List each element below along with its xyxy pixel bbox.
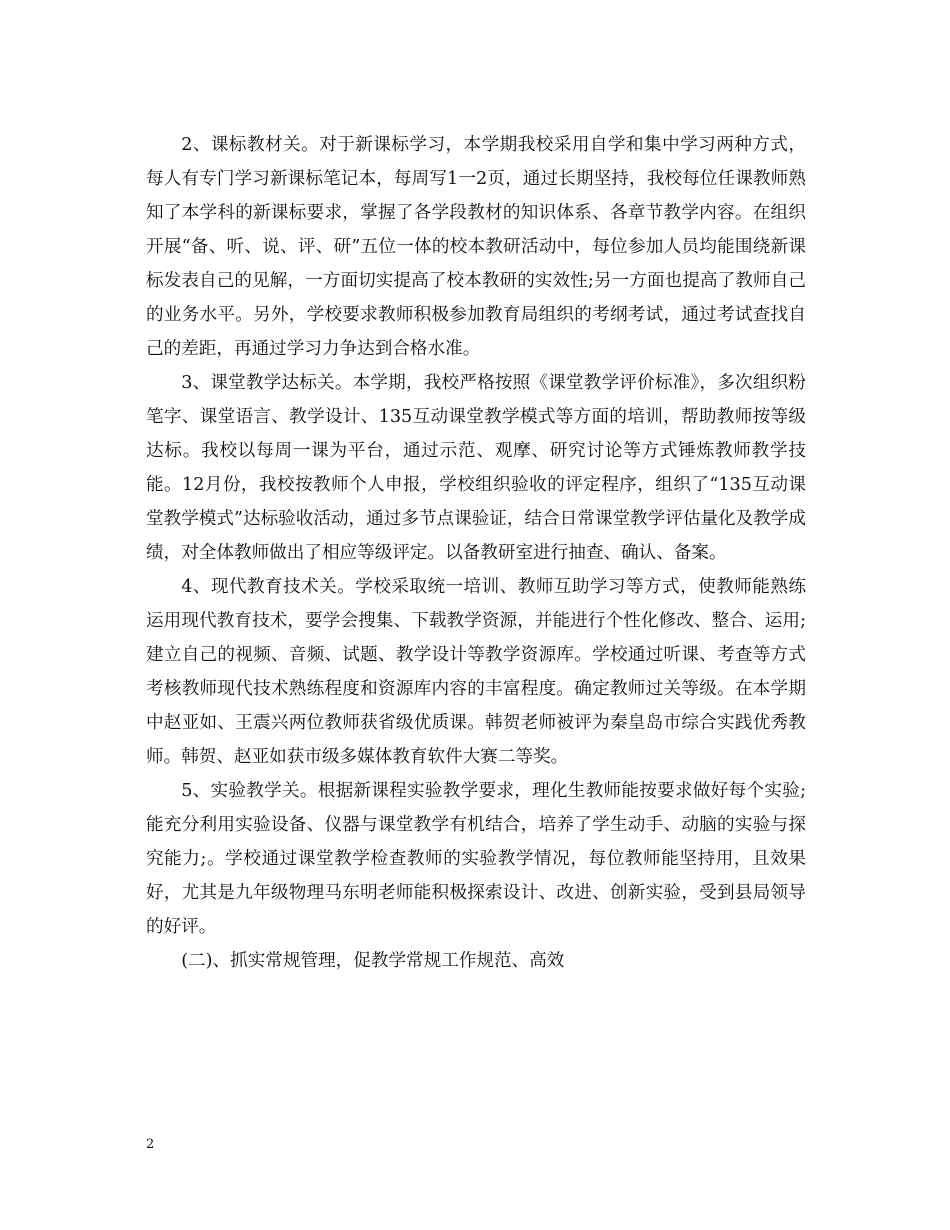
section-heading-routine-management: (二)、抓实常规管理，促教学常规工作规范、高效	[181, 951, 565, 971]
paragraph-modern-education-technology: 4、现代教育技术关。学校采取统一培训、教师互助学习等方式，使教师能熟练运用现代教育技术，要学会搜集、下载教学资源，并能进行个性化修改、整合、运用;建立自己的视频、音频、试题、教学设计等教学资源库。学校通过听课、考查等方式考核教师现代技术熟练程度和资源库内容的丰富程度。确定教师过关等级。在本学期中赵亚如、王震兴两位教师获省级优质课。韩贺老师被评为秦皇岛市综合实践优秀教师。韩贺、赵亚如获市级多媒体教育软件大赛二等奖。	[146, 577, 806, 767]
paragraph-curriculum-materials: 2、课标教材关。对于新课标学习，本学期我校采用自学和集中学习两种方式，每人有专门学习新课标笔记本，每周写1一2页，通过长期坚持，我校每位任课教师熟知了本学科的新课标要求，掌握了各学段教材的知识体系、各章节教学内容。在组织开展“备、听、说、评、研”五位一体的校本教研活动中，每位参加人员均能围绕新课标发表自己的见解，一方面切实提高了校本教研的实效性;另一方面也提高了教师自己的业务水平。另外，学校要求教师积极参加教育局组织的考纲考试，通过考试查找自己的差距，再通过学习力争达到合格水准。	[146, 135, 806, 359]
paragraph-experiment-teaching: 5、实验教学关。根据新课程实验教学要求，理化生教师能按要求做好每个实验;能充分利用实验设备、仪器与课堂教学有机结合，培养了学生动手、动脑的实验与探究能力;。学校通过课堂教学检查教师的实验教学情况，每位教师能坚持用，且效果好，尤其是九年级物理马东明老师能积极探索设计、改进、创新实验，受到县局领导的好评。	[146, 781, 806, 937]
page-number: 2	[146, 1137, 155, 1152]
paragraph-classroom-teaching-standard: 3、课堂教学达标关。本学期，我校严格按照《课堂教学评价标准》，多次组织粉笔字、课堂语言、教学设计、135互动课堂教学模式等方面的培训，帮助教师按等级达标。我校以每周一课为平台，通过示范、观摩、研究讨论等方式锤炼教师教学技能。12月份，我校按教师个人申报，学校组织验收的评定程序，组织了“135互动课堂教学模式”达标验收活动，通过多节点课验证，结合日常课堂教学评估量化及教学成绩，对全体教师做出了相应等级评定。以备教研室进行抽查、确认、备案。	[146, 373, 806, 563]
document-body	[146, 128, 806, 978]
